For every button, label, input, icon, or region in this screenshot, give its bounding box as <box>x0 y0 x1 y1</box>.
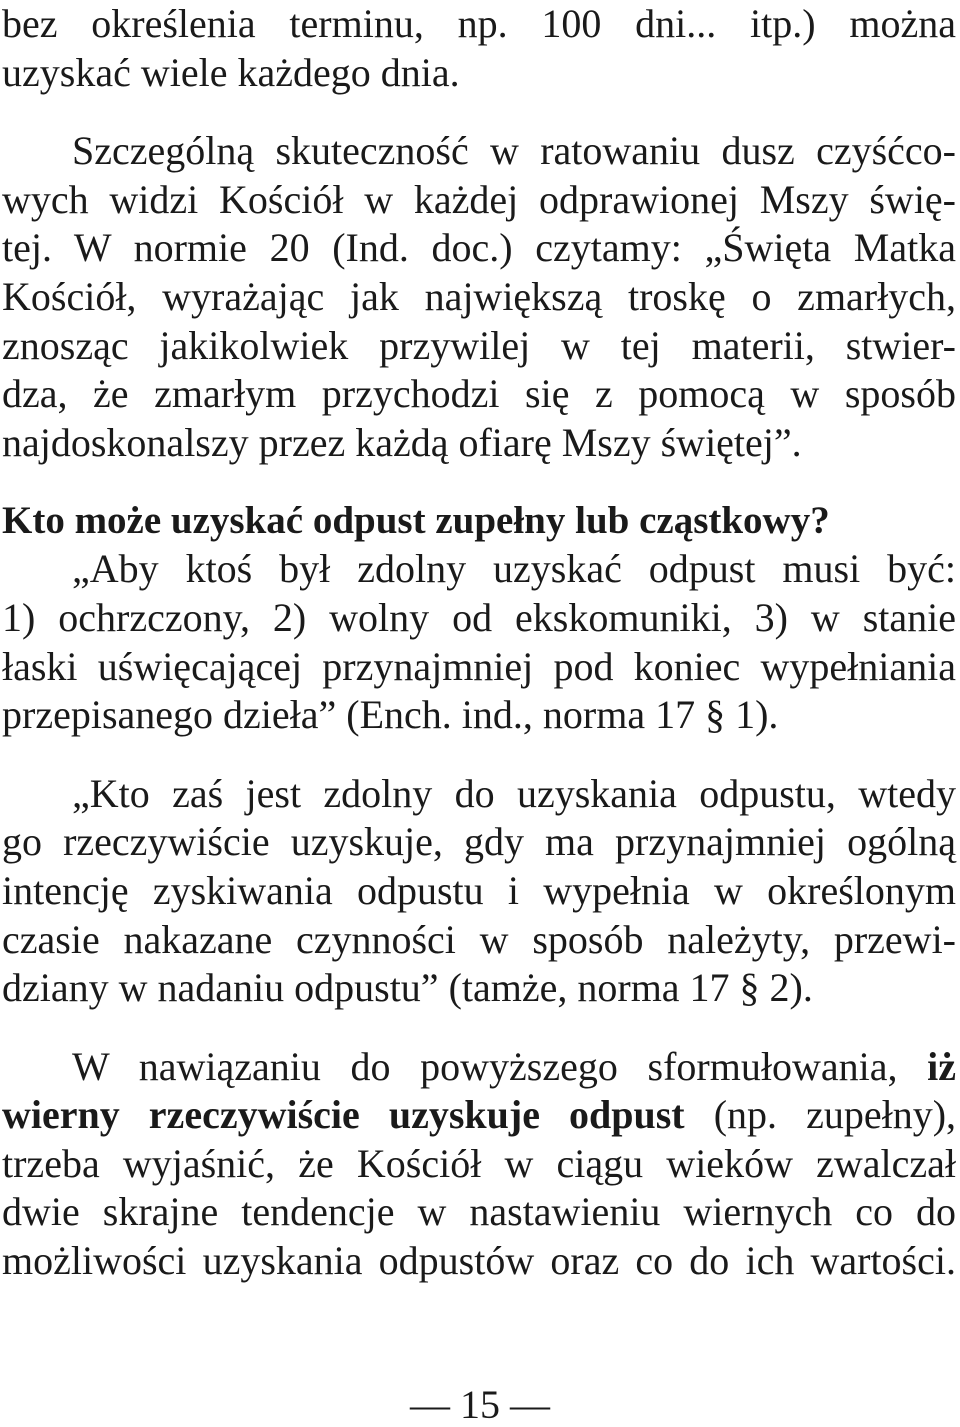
page-body <box>2 0 956 1286</box>
page-number: — 15 — <box>410 1382 550 1427</box>
paragraph-mass <box>2 127 956 467</box>
text-line: dza, że zmarłym przychodzi się z pomocą w sposób <box>2 371 956 417</box>
text-line: możliwości uzyskania odpustów oraz co do ich wartości. <box>2 1238 956 1284</box>
text-line: Kościół, wyrażając jak największą troskę o zmarłych, <box>2 273 956 319</box>
text-line: bez określenia terminu, np. 100 dni... itp.) można <box>2 1 956 46</box>
text-line: Szczególną skuteczność w ratowaniu dusz czyśćco- <box>72 128 956 174</box>
text-line: najdoskonalszy przez każdą ofiarę Mszy świętej”. <box>2 419 802 465</box>
text-line: łaski uświęcającej przynajmniej pod koniec wypełniania <box>2 643 956 689</box>
text-line: 1) ochrzczony, 2) wolny od ekskomuniki, 3) w stanie <box>2 594 956 640</box>
text-line <box>2 1043 956 1092</box>
text-line: dziany w nadaniu odpustu” (tamże, norma 17 § 2). <box>2 965 813 1011</box>
paragraph-intention <box>2 770 956 1013</box>
text-line: tej. W normie 20 (Ind. doc.) czytamy: „Święta Matka <box>2 225 956 271</box>
text-plain: W nawiązaniu do powyższego sformułowania, <box>72 1043 898 1089</box>
paragraph-tendencies <box>2 1043 956 1286</box>
text-plain: (np. zupełny), <box>713 1092 957 1138</box>
text-line: czasie nakazane czynności w sposób należyty, przewi- <box>2 916 956 962</box>
text-line: uzyskać wiele każdego dnia. <box>2 49 460 95</box>
paragraph-conditions <box>2 545 956 739</box>
text-bold: iż <box>927 1043 957 1089</box>
text-line: „Aby ktoś był zdolny uzyskać odpust musi być: <box>72 546 956 592</box>
text-line: intencję zyskiwania odpustu i wypełnia w określonym <box>2 867 956 913</box>
text-line: znosząc jakikolwiek przywilej w tej materii, stwier- <box>2 322 956 368</box>
paragraph-continuation <box>2 0 956 97</box>
text-line: wych widzi Kościół w każdej odprawionej Mszy świę- <box>2 176 956 222</box>
text-line <box>2 1091 956 1140</box>
text-line: „Kto zaś jest zdolny do uzyskania odpustu, wtedy <box>72 770 956 816</box>
text-line: trzeba wyjaśnić, że Kościół w ciągu wieków zwalczał <box>2 1140 956 1186</box>
text-line: go rzeczywiście uzyskuje, gdy ma przynajmniej ogólną <box>2 819 956 865</box>
text-bold: wierny rzeczywiście uzyskuje odpust <box>2 1092 685 1138</box>
section-heading: Kto może uzyskać odpust zupełny lub cząstkowy? <box>2 499 830 543</box>
text-line: przepisanego dzieła” (Ench. ind., norma 17 § 1). <box>2 692 779 738</box>
text-line: dwie skrajne tendencje w nastawieniu wiernych co do <box>2 1189 956 1235</box>
